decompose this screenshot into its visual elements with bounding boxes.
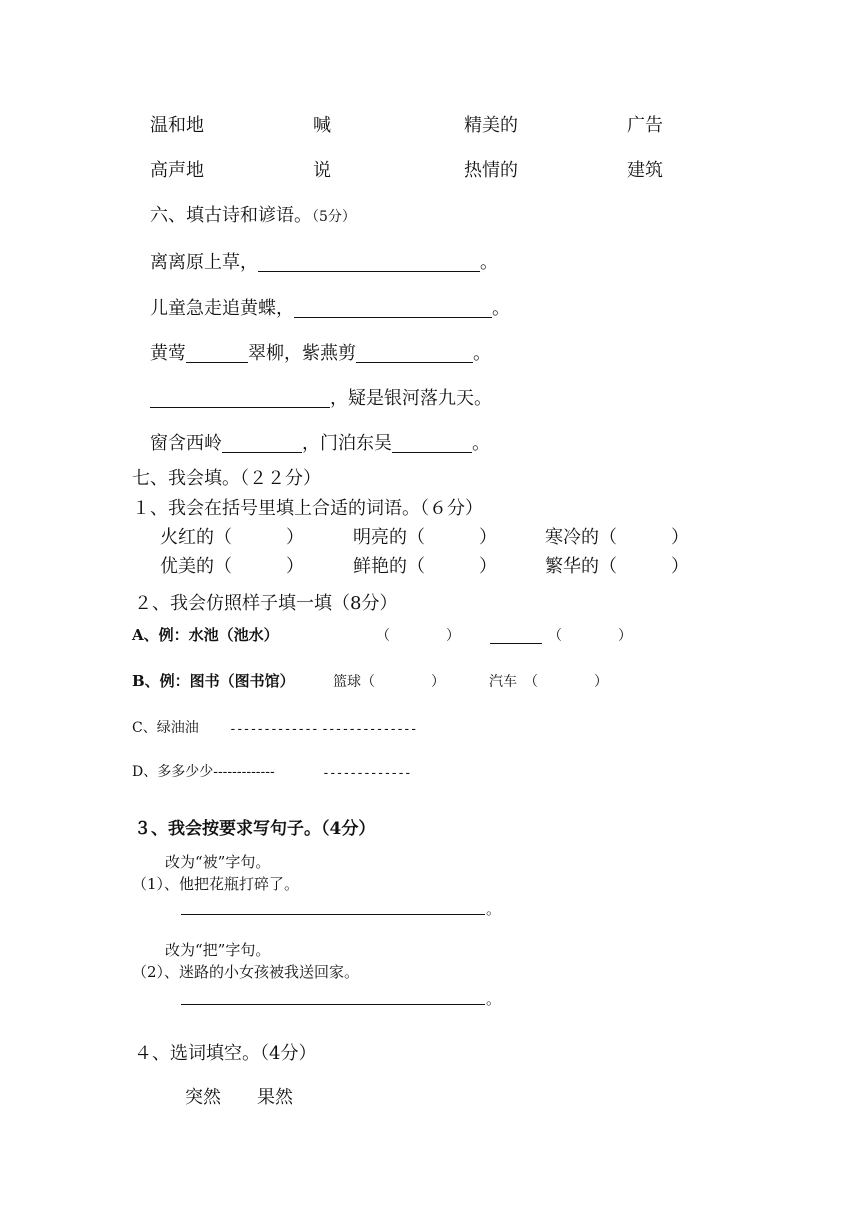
q2-b-word-1[interactable]: 篮球（ ） — [333, 674, 445, 690]
poem-blank[interactable] — [294, 299, 492, 318]
q3-s2-period: 。 — [486, 990, 502, 1008]
q1-item[interactable]: 繁华的（ ） — [545, 556, 689, 577]
poem-text: 离离原上草， — [150, 252, 258, 273]
word-item: 说 — [313, 160, 331, 181]
poem-text: 窗含西岭 — [150, 433, 222, 454]
q4-word: 突然 — [185, 1087, 221, 1108]
q2-c-label: C、绿油油 — [132, 720, 199, 736]
poem-text: 儿童急走追黄蝶， — [150, 298, 294, 319]
q2-title: ２、我会仿照样子填一填（8分） — [134, 593, 398, 614]
poem-blank[interactable] — [150, 389, 330, 408]
q2-a-paren-2[interactable]: （ ） — [548, 628, 632, 644]
q2-d-label: D、多多少少------------- — [132, 764, 275, 780]
section-7-title: 七、我会填。（２２分） — [132, 468, 321, 489]
q1-title: １、我会在括号里填上合适的词语。（６分） — [132, 498, 483, 519]
q2-c-dash-2[interactable]: -------------- — [321, 722, 417, 737]
poem-text: ，疑是银河落九天。 — [330, 388, 492, 409]
poem-text: 。 — [480, 252, 498, 273]
word-item: 精美的 — [464, 115, 518, 136]
poem-line-5 — [150, 434, 490, 453]
q3-title: ３、我会按要求写句子。（4分） — [134, 819, 376, 839]
section-6-title: 六、填古诗和谚语。 — [150, 205, 312, 226]
poem-blank[interactable] — [392, 434, 472, 453]
word-item: 建筑 — [627, 160, 663, 181]
q3-s1-instruction: 改为“被”字句。 — [165, 853, 271, 871]
poem-line-1 — [150, 253, 498, 272]
poem-text: 。 — [473, 343, 491, 364]
poem-text: ，门泊东吴 — [302, 433, 392, 454]
poem-blank[interactable] — [356, 344, 473, 363]
poem-line-2 — [150, 299, 510, 318]
section-6-heading — [150, 207, 356, 225]
q2-a-label: A、例：水池（池水） — [132, 626, 279, 644]
q1-item[interactable]: 寒冷的（ ） — [545, 527, 689, 548]
q2-b-word-2[interactable]: 汽车 （ ） — [489, 674, 608, 690]
q3-s1-answer-line[interactable] — [181, 913, 485, 915]
poem-line-4 — [150, 389, 492, 408]
q3-s1-period: 。 — [486, 900, 502, 918]
q2-b-label: B、例：图书（图书馆） — [132, 672, 295, 690]
word-item: 喊 — [313, 115, 331, 136]
q2-c-dash-1[interactable]: ------------- — [229, 722, 318, 737]
poem-text: 黄莺 — [150, 343, 186, 364]
poem-text: 。 — [472, 433, 490, 454]
q1-item[interactable]: 火红的（ ） — [160, 527, 304, 548]
q2-d-dash-2[interactable]: ------------- — [322, 766, 411, 781]
q3-s1-text: （1）、他把花瓶打碎了。 — [132, 875, 300, 893]
poem-blank[interactable] — [258, 253, 480, 272]
word-item: 温和地 — [150, 115, 204, 136]
word-item: 热情的 — [464, 160, 518, 181]
q1-item[interactable]: 优美的（ ） — [160, 556, 304, 577]
q2-a-blank[interactable] — [490, 642, 542, 644]
poem-text: 翠柳，紫燕剪 — [248, 343, 356, 364]
poem-text: 。 — [492, 298, 510, 319]
q1-item[interactable]: 鲜艳的（ ） — [353, 556, 497, 577]
q1-item[interactable]: 明亮的（ ） — [353, 527, 497, 548]
q3-s2-instruction: 改为“把”字句。 — [165, 941, 271, 959]
poem-blank[interactable] — [186, 344, 248, 363]
poem-line-3 — [150, 344, 491, 363]
q2-a-paren-1[interactable]: （ ） — [376, 628, 460, 644]
word-item: 高声地 — [150, 160, 204, 181]
q4-word: 果然 — [257, 1087, 293, 1108]
q4-title: ４、选词填空。（4分） — [134, 1043, 317, 1064]
word-item: 广告 — [627, 115, 663, 136]
q3-s2-answer-line[interactable] — [181, 1003, 485, 1005]
poem-blank[interactable] — [222, 434, 302, 453]
section-6-score: （5分） — [312, 209, 356, 225]
q3-s2-text: （2）、迷路的小女孩被我送回家。 — [132, 963, 360, 981]
